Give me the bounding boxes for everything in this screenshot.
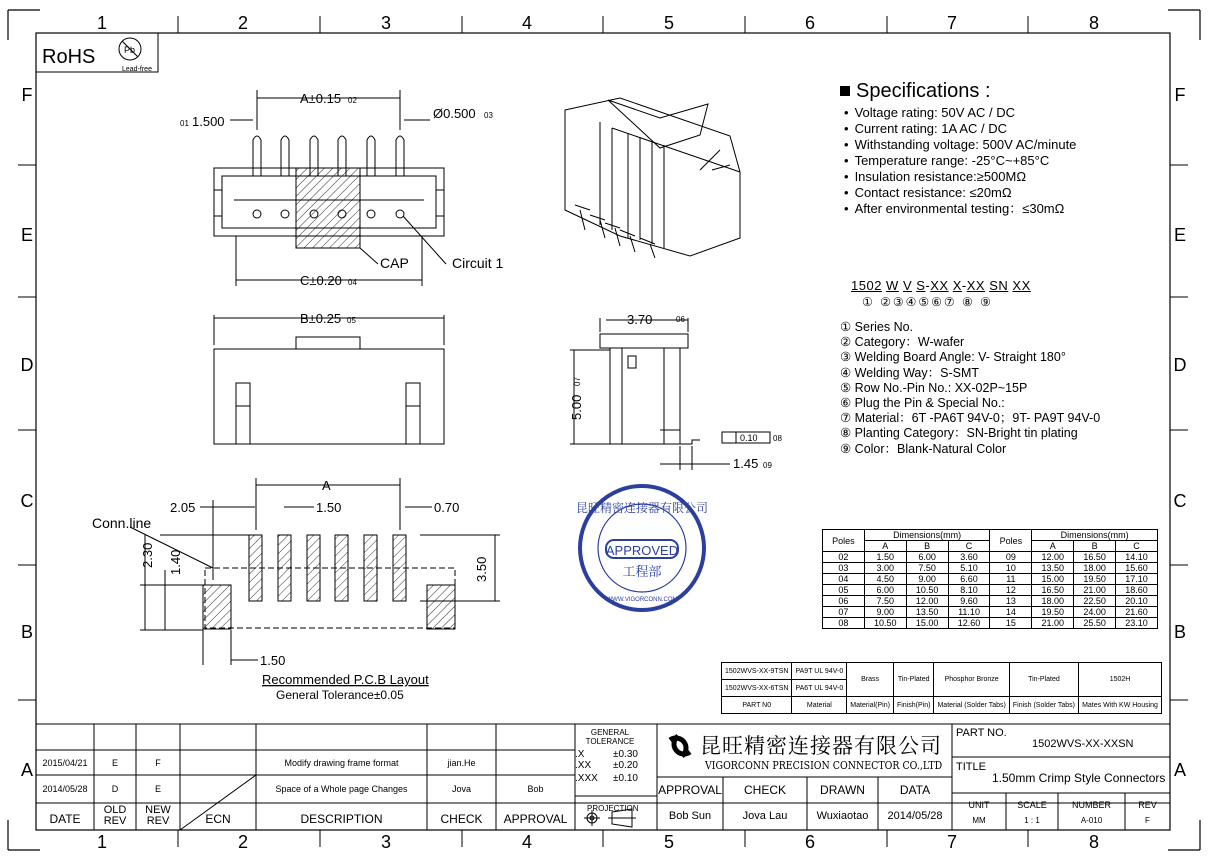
rev-value: F (1145, 816, 1150, 825)
rev-head-old: OLD REV (103, 804, 127, 827)
mat-material: PA9T UL 94V-0 (792, 663, 847, 680)
side-w: 3.70 (627, 312, 653, 327)
mat-foot: Finish (Solder Tabs) (1009, 697, 1078, 714)
zone-row-e: E (20, 225, 34, 245)
code-plug: X (952, 278, 962, 293)
legend-item: ⑤ Row No.-Pin No.: XX-02P~15P (840, 380, 1028, 395)
legend-item: ① Series No. (840, 320, 914, 334)
title-label: TITLE (956, 761, 986, 773)
dim-cell: 11.10 (948, 607, 990, 618)
rev-new: E (154, 784, 161, 794)
circuit-label: Circuit 1 (452, 255, 504, 271)
zone-row-a-r: A (1173, 760, 1187, 780)
dim-cell: 22.50 (1074, 596, 1116, 607)
tolerance-block (575, 728, 657, 813)
rev-check: jian.He (447, 758, 476, 768)
zone-col-2b: 2 (237, 832, 249, 852)
mat-pin-finish: Tin-Plated (893, 663, 933, 697)
spec-item: • Contact resistance: ≤20mΩ (844, 185, 1076, 201)
company-cn: 昆旺精密连接器有限公司 (700, 734, 942, 758)
conn-line-label: Conn.line (92, 515, 152, 531)
dim-cell: 17.10 (1116, 574, 1158, 585)
company-logo (670, 736, 690, 756)
signoff-block (657, 777, 952, 830)
dim-cell: 09 (990, 552, 1032, 563)
front-a-mark: 02 (348, 96, 357, 105)
spec-title: Specifications : (856, 80, 991, 102)
zone-row-e-r: E (1173, 225, 1187, 245)
rev-old: E (111, 758, 118, 768)
tol-key: .X (575, 749, 585, 760)
side-flat: 0.10 (740, 433, 758, 443)
side-view (570, 318, 770, 470)
dim-cell: 1.50 (864, 552, 906, 563)
legend-item: ⑥ Plug the Pin & Special No.: (840, 396, 1005, 411)
pcb-tolerance: General Tolerance±0.05 (276, 688, 404, 702)
pcb-150: 1.50 (316, 500, 342, 515)
signoff-value: 2014/05/28 (887, 810, 943, 822)
dim-cell: 9.00 (864, 607, 906, 618)
lead-free-label: Lead-free (122, 66, 152, 73)
mat-foot: Mates With KW Housing (1079, 697, 1162, 714)
dim-cell: 20.10 (1116, 596, 1158, 607)
tol-key: .XXX (575, 773, 598, 784)
front-c-dim: C±0.20 (300, 273, 342, 288)
zone-row-d-r: D (1173, 355, 1187, 375)
side-lead-mark: 09 (763, 461, 772, 470)
zone-col-5b: 5 (663, 832, 675, 852)
front-pin-dia: Ø0.500 (433, 106, 476, 121)
dim-head-dims: Dimensions(mm) (864, 530, 990, 541)
stamp-dept: 工程部 (622, 564, 662, 579)
title-value: 1.50mm Crimp Style Connectors (992, 771, 1166, 785)
dim-cell: 15.00 (906, 618, 948, 629)
side-flat-mark: 08 (773, 434, 782, 443)
scale-value: 1 : 1 (1024, 816, 1040, 825)
code-way: S (916, 278, 926, 293)
dim-cell: 16.50 (1032, 585, 1074, 596)
zone-row-f: F (21, 85, 33, 105)
dim-cell: 08 (823, 618, 865, 629)
dim-cell: 19.50 (1074, 574, 1116, 585)
mat-foot: Material (Solder Tabs) (934, 697, 1009, 714)
dim-cell: 15.60 (1116, 563, 1158, 574)
zone-col-3b: 3 (380, 832, 392, 852)
zone-col-1: 1 (96, 13, 108, 33)
dim-cell: 25.50 (1074, 618, 1116, 629)
dim-cell: 15 (990, 618, 1032, 629)
part-no-value: 1502WVS-XX-XXSN (1032, 738, 1134, 750)
dim-cell: 12.60 (948, 618, 990, 629)
pcb-a: A (322, 478, 331, 493)
dim-cell: 9.00 (906, 574, 948, 585)
dim-cell: 16.50 (1074, 552, 1116, 563)
square-bullet-icon (840, 86, 850, 96)
front-pitch-mark: 01 (180, 119, 189, 128)
cap-label: CAP (380, 255, 409, 271)
dim-cell: 6.00 (906, 552, 948, 563)
tol-val: ±0.20 (613, 760, 638, 771)
zone-col-7: 7 (946, 13, 958, 33)
bottom-view (214, 315, 444, 444)
stamp-url: WWW.VIGORCONN.COM (606, 597, 678, 603)
front-view (214, 90, 446, 286)
pcb-070: 0.70 (434, 500, 460, 515)
zone-row-b: B (20, 622, 34, 642)
front-c-mark: 04 (348, 278, 357, 287)
rev-head-ecn: ECN (205, 812, 231, 826)
dim-head-poles: Poles (823, 530, 865, 552)
front-pin-mark: 03 (484, 111, 493, 120)
mat-part: 1502WVS-XX-9TSN (722, 663, 792, 680)
signoff-label: CHECK (743, 783, 786, 797)
rev-date: 2014/05/28 (42, 784, 88, 794)
dim-cell: 04 (823, 574, 865, 585)
part-code-numbers: ① ②③④⑤⑥⑦ ⑧ ⑨ (862, 295, 993, 309)
zone-col-6b: 6 (804, 832, 816, 852)
tol-val: ±0.30 (613, 749, 638, 760)
dim-row (823, 607, 1158, 618)
zone-row-c-r: C (1173, 491, 1187, 511)
specifications (840, 80, 1076, 217)
code-series: 1502 (851, 278, 882, 293)
dim-head-dims: Dimensions(mm) (1032, 530, 1158, 541)
rev-approval: Bob (527, 784, 544, 794)
legend-item: ④ Welding Way：S-SMT (840, 365, 980, 380)
dim-cell: 7.50 (864, 596, 906, 607)
zone-col-5: 5 (663, 13, 675, 33)
dim-cell: 12.00 (906, 596, 948, 607)
dim-cell: 21.00 (1032, 618, 1074, 629)
dim-cell: 23.10 (1116, 618, 1158, 629)
dim-cell: 5.10 (948, 563, 990, 574)
scale-label: SCALE (1017, 800, 1047, 810)
number-value: A-010 (1080, 816, 1103, 825)
tolerance-title: GENERAL TOLERANCE (585, 728, 635, 746)
dim-cell: 8.10 (948, 585, 990, 596)
mat-foot: Finish(Pin) (893, 697, 933, 714)
dim-cell: 24.00 (1074, 607, 1116, 618)
unit-label: UNIT (968, 800, 990, 810)
zone-col-4b: 4 (521, 832, 533, 852)
mat-tab-finish: Tin-Plated (1009, 663, 1078, 697)
mat-material: PA6T UL 94V-0 (792, 680, 847, 697)
legend-item: ⑨ Color：Blank-Natural Color (840, 441, 1007, 456)
dim-cell: 06 (823, 596, 865, 607)
dim-cell: 02 (823, 552, 865, 563)
legend-item: ③ Welding Board Angle: V- Straight 180° (840, 350, 1066, 365)
company-en: VIGORCONN PRECISION CONNECTOR CO.,LTD (705, 758, 943, 772)
signoff-value: Wuxiaotao (816, 810, 869, 822)
dim-cell: 3.60 (948, 552, 990, 563)
spec-list (840, 105, 1076, 217)
dim-row (823, 563, 1158, 574)
dim-cell: 18.60 (1116, 585, 1158, 596)
dim-cell: 6.00 (864, 585, 906, 596)
dim-row (823, 585, 1158, 596)
rev-head-desc: DESCRIPTION (300, 812, 383, 826)
dim-cell: 11 (990, 574, 1032, 585)
mat-pin: Brass (847, 663, 894, 697)
dim-head-c: C (1116, 541, 1158, 552)
dim-head-b: B (1074, 541, 1116, 552)
pcb-230: 2.30 (140, 542, 155, 568)
zone-row-d: D (20, 355, 34, 375)
pcb-205: 2.05 (170, 500, 196, 515)
dim-cell: 13.50 (906, 607, 948, 618)
zone-col-2: 2 (237, 13, 249, 33)
dim-head-a: A (864, 541, 906, 552)
zone-col-4: 4 (521, 13, 533, 33)
stamp-company: 昆旺精密连接器有限公司 (575, 501, 709, 515)
dim-row (823, 574, 1158, 585)
dim-cell: 13.50 (1032, 563, 1074, 574)
side-h: 5.00 (569, 394, 584, 420)
dim-cell: 07 (823, 607, 865, 618)
zone-row-f-r: F (1174, 85, 1186, 105)
dim-cell: 13 (990, 596, 1032, 607)
revision-block (36, 750, 575, 830)
tol-val: ±0.10 (613, 773, 638, 784)
dim-cell: 19.50 (1032, 607, 1074, 618)
dim-cell: 12.00 (1032, 552, 1074, 563)
side-h-mark: 07 (573, 377, 582, 386)
spec-item: • After environmental testing：≤30mΩ (844, 201, 1076, 217)
pb-label: Pb (124, 45, 136, 55)
code-color: XX (1012, 278, 1031, 293)
dim-cell: 9.60 (948, 596, 990, 607)
dim-row (823, 596, 1158, 607)
rev-head-approval: APPROVAL (503, 812, 568, 826)
zone-col-1b: 1 (96, 832, 108, 852)
front-pitch: 1.500 (192, 114, 225, 129)
dim-head-poles: Poles (990, 530, 1032, 552)
dim-cell: 10.50 (864, 618, 906, 629)
rev-check: Jova (451, 784, 471, 794)
dim-cell: 10 (990, 563, 1032, 574)
legend-item: ⑧ Planting Category：SN-Bright tin plating (840, 426, 1078, 441)
unit-value: MM (972, 816, 986, 825)
spec-item: • Withstanding voltage: 500V AC/minute (844, 137, 1076, 153)
title-block (952, 724, 1170, 830)
rev-date: 2015/04/21 (42, 758, 88, 768)
signoff-label: DATA (899, 783, 931, 797)
rev-old: D (111, 784, 119, 794)
dim-cell: 6.60 (948, 574, 990, 585)
pcb-350: 3.50 (474, 556, 489, 582)
spec-item: • Temperature range: -25°C~+85°C (844, 153, 1076, 169)
mat-foot: Material(Pin) (847, 697, 894, 714)
dim-head-a: A (1032, 541, 1074, 552)
dim-head-b: B (906, 541, 948, 552)
code-plating: SN (989, 278, 1009, 293)
legend-item: ⑦ Material：6T -PA6T 94V-0；9T- PA9T 94V-0 (840, 411, 1101, 426)
code-angle: V (902, 278, 913, 293)
spec-item: • Voltage rating: 50V AC / DC (844, 105, 1076, 121)
code-material: XX (966, 278, 986, 293)
dim-cell: 14.10 (1116, 552, 1158, 563)
legend-item: ② Category：W-wafer (840, 335, 965, 350)
dim-cell: 03 (823, 563, 865, 574)
rev-desc: Space of a Whole page Changes (275, 784, 408, 794)
dim-cell: 3.00 (864, 563, 906, 574)
zone-row-a: A (20, 760, 34, 780)
dim-cell: 10.50 (906, 585, 948, 596)
dim-cell: 14 (990, 607, 1032, 618)
dim-row (823, 618, 1158, 629)
pcb-150b: 1.50 (260, 653, 286, 668)
code-row: XX (930, 278, 949, 293)
rev-label: REV (1138, 800, 1157, 810)
dim-head-c: C (948, 541, 990, 552)
side-w-mark: 06 (676, 315, 685, 324)
dim-cell: 21.60 (1116, 607, 1158, 618)
pcb-title: Recommended P.C.B Layout (262, 672, 429, 687)
zone-col-6: 6 (804, 13, 816, 33)
mat-mates: 1502H (1079, 663, 1162, 697)
code-legend (840, 320, 1100, 457)
rev-desc: Modify drawing frame format (284, 758, 399, 768)
bottom-b-mark: 05 (347, 316, 356, 325)
spec-item: • Current rating: 1A AC / DC (844, 121, 1076, 137)
signoff-label: DRAWN (820, 783, 865, 797)
dim-cell: 12 (990, 585, 1032, 596)
zone-col-7b: 7 (946, 832, 958, 852)
dim-row (823, 552, 1158, 563)
signoff-value: Jova Lau (742, 810, 788, 822)
mat-tab: Phosphor Bronze (934, 663, 1009, 697)
rev-head-check: CHECK (440, 812, 483, 826)
iso-view (565, 98, 740, 258)
zone-row-b-r: B (1173, 622, 1187, 642)
bottom-b-dim: B±0.25 (300, 311, 342, 326)
signoff-value: Bob Sun (668, 810, 712, 822)
spec-item: • Insulation resistance:≥500MΩ (844, 169, 1076, 185)
code-category: W (886, 278, 899, 293)
part-code: 1502 W V S-XX X-XX SN XX (851, 278, 1031, 293)
dim-rows (823, 552, 1158, 629)
number-label: NUMBER (1071, 800, 1111, 810)
rohs-logo (36, 33, 158, 73)
mat-part: 1502WVS-XX-6TSN (722, 680, 792, 697)
front-a-dim: A±0.15 (300, 91, 342, 106)
dimension-table (822, 529, 1158, 629)
mat-foot: Material (792, 697, 847, 714)
stamp-approved: APPROVED (605, 543, 679, 558)
tol-key: .XX (575, 760, 592, 771)
dim-cell: 7.50 (906, 563, 948, 574)
rev-new: F (155, 758, 161, 768)
dim-cell: 4.50 (864, 574, 906, 585)
dim-cell: 05 (823, 585, 865, 596)
material-table (721, 662, 1162, 714)
dim-cell: 15.00 (1032, 574, 1074, 585)
zone-col-3: 3 (380, 13, 392, 33)
dim-cell: 18.00 (1032, 596, 1074, 607)
rev-head-new: NEW REV (145, 804, 171, 827)
dim-cell: 21.00 (1074, 585, 1116, 596)
zone-col-8b: 8 (1088, 832, 1100, 852)
rohs-label: RoHS (42, 46, 96, 68)
rev-head-date: DATE (49, 812, 81, 826)
signoff-label: APPROVAL (658, 783, 722, 797)
zone-row-c: C (20, 491, 34, 511)
dim-cell: 18.00 (1074, 563, 1116, 574)
part-no-label: PART NO. (956, 727, 1007, 739)
mat-foot: PART N0 (722, 697, 792, 714)
side-lead: 1.45 (733, 456, 759, 471)
approved-stamp (576, 486, 708, 610)
zone-col-8: 8 (1088, 13, 1100, 33)
projection-label: PROJECTION (587, 804, 639, 813)
pcb-140: 1.40 (168, 549, 183, 575)
